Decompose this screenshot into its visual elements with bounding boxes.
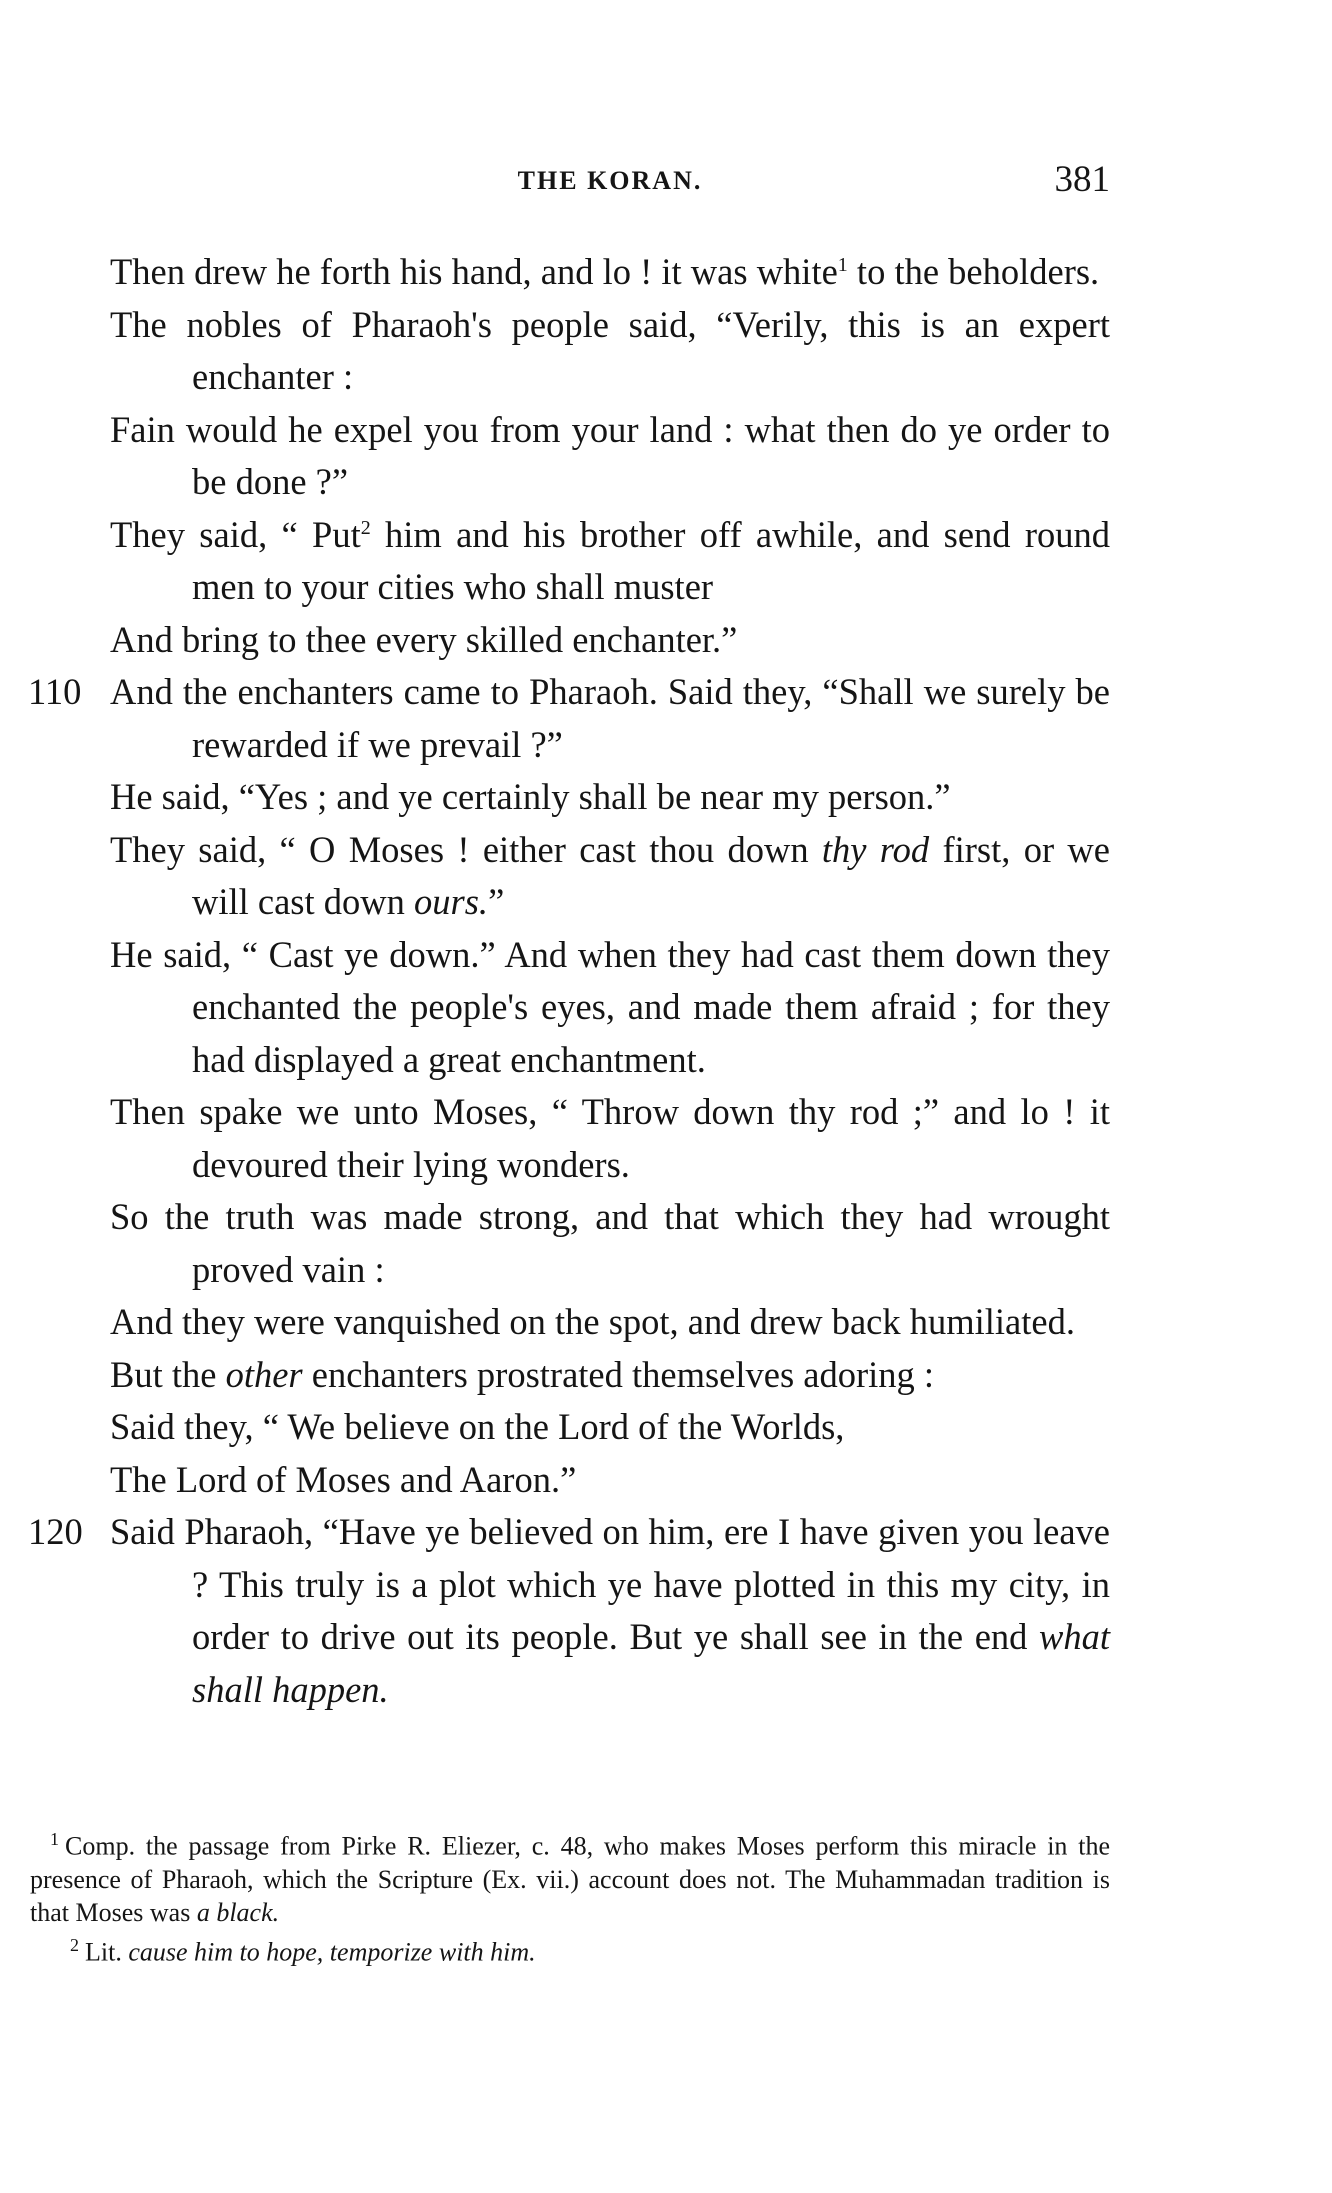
verse-text: to the beholders.	[847, 251, 1100, 292]
page-number: 381	[1054, 159, 1110, 200]
verse-line: So the truth was made strong, and that which they had wrought proved vain :	[110, 1196, 1110, 1290]
verse-text: Said Pharaoh, “Have ye believed on him, ere I have given you leave ? This truly is a plot which ye have plotted in this my city, in order to drive out its people. But ye shall see in the end	[110, 1511, 1110, 1657]
verse-text: ”	[488, 881, 505, 922]
footnote-ref: 2	[360, 516, 371, 539]
verse-line: He said, “ Cast ye down.” And when they had cast them down they enchanted the people's eyes, and made them afraid ; for they had displayed a great enchantment.	[110, 933, 1110, 1080]
verse-line	[28, 1506, 1110, 1716]
verse-line	[110, 1349, 1110, 1402]
verse-text: first, or we will cast down	[192, 828, 1110, 922]
verse-line: And they were vanquished on the spot, and drew back humiliated.	[110, 1301, 1075, 1342]
verse-line: Fain would he expel you from your land : what then do ye order to be done ?”	[110, 408, 1110, 502]
verse-text: They said, “ O Moses ! either cast thou down	[110, 828, 822, 870]
verse-line	[28, 666, 1110, 771]
verse-block	[28, 246, 1110, 1716]
verse-line: The Lord of Moses and Aaron.”	[110, 1458, 577, 1500]
footnote-mark: 1	[50, 1829, 59, 1849]
footnotes	[30, 1823, 1110, 1968]
verse-number: 120	[28, 1511, 83, 1552]
footnote-text: Comp. the passage from Pirke R. Eliezer, c. 48, who makes Moses perform this miracle in the presence of Pharaoh, which the Scripture (Ex. vii.) account does not. The Muhammadan tradition is that Moses was	[30, 1831, 1110, 1927]
verse-number: 110	[28, 671, 82, 712]
verse-line	[110, 246, 1110, 299]
footnote-mark: 2	[70, 1934, 79, 1955]
verse-italic: other	[225, 1353, 303, 1395]
page-header	[110, 158, 1110, 208]
verse-text: Then drew he forth his hand, and lo ! it was white	[110, 251, 838, 292]
verse-text: They said, “ Put	[110, 513, 361, 555]
verse-italic: ours.	[414, 881, 489, 922]
verse-line	[110, 509, 1110, 614]
footnote-italic: a black.	[196, 1897, 280, 1927]
footnote-italic: cause him to hope, temporize with him.	[128, 1937, 536, 1967]
verse-italic: what shall happen.	[192, 1616, 1110, 1710]
footnote-ref: 1	[837, 253, 848, 276]
verse-text: enchanters prostrated themselves adoring :	[302, 1353, 935, 1395]
verse-line: Said they, “ We believe on the Lord of the Worlds,	[110, 1406, 845, 1447]
verse-line: And bring to thee every skilled enchanter.”	[110, 618, 738, 660]
footnote	[30, 1823, 1110, 1929]
running-title: THE KORAN.	[517, 166, 703, 195]
verse-line: He said, “Yes ; and ye certainly shall be near my person.”	[110, 776, 951, 817]
footnote-text: Lit.	[85, 1937, 129, 1967]
verse-text: And the enchanters came to Pharaoh. Said they, “Shall we surely be rewarded if we prevail ?”	[110, 671, 1110, 765]
verse-text: him and his brother off awhile, and send round men to your cities who shall muster	[192, 513, 1110, 607]
verse-italic: thy rod	[821, 828, 930, 870]
verse-line: The nobles of Pharaoh's people said, “Verily, this is an expert enchanter :	[110, 303, 1110, 397]
verse-line	[110, 824, 1110, 929]
verse-line: Then spake we unto Moses, “ Throw down thy rod ;” and lo ! it devoured their lying wonders.	[110, 1091, 1110, 1185]
verse-text: But the	[110, 1353, 226, 1395]
footnote	[30, 1929, 1110, 1969]
